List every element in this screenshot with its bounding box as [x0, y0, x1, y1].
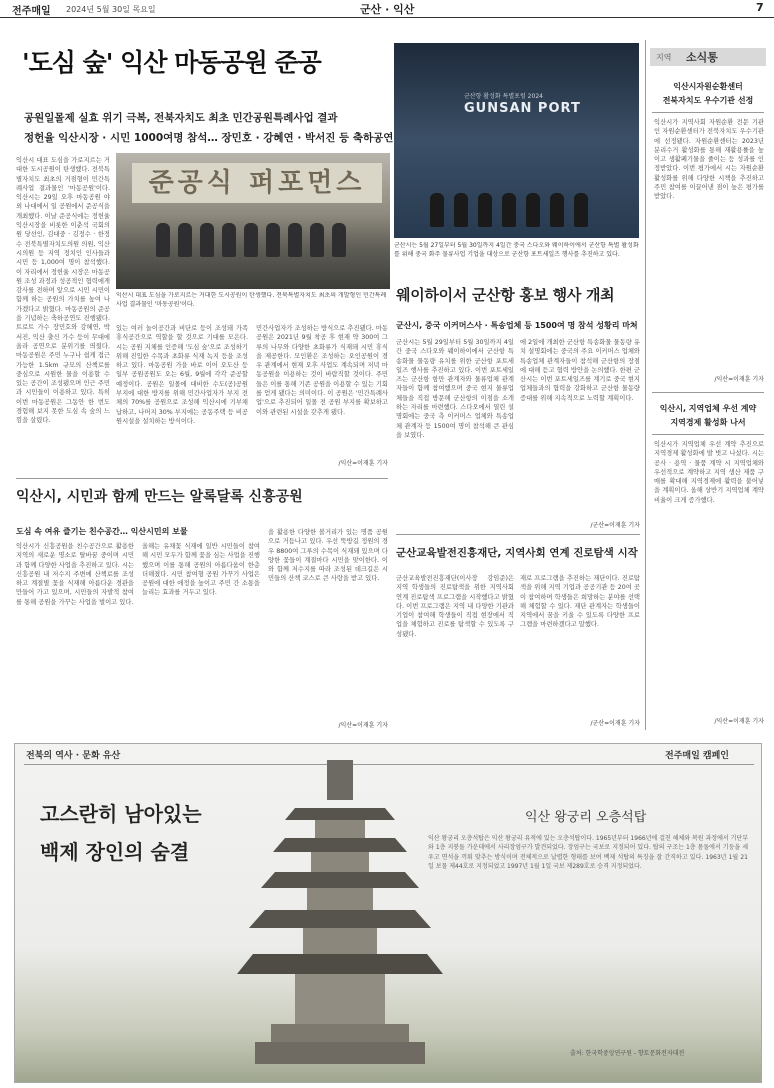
walking-byline: /익산=이재훈 기자	[338, 722, 388, 729]
person-figure	[222, 223, 236, 257]
person-figure	[178, 223, 192, 257]
education-byline: /군산=이재훈 기자	[590, 720, 640, 727]
sidebar-item1-title-line1: 익산시자원순환센터	[673, 82, 743, 91]
divider	[396, 534, 640, 535]
page-number: 7	[756, 1, 764, 14]
person-figure	[266, 223, 280, 257]
pagoda-illustration	[235, 760, 445, 1070]
education-col2: 재로 프로그램을 추진하는 재단이다. 진로탐색을 위해 지역 기업과 공공기관 등 20여 곳이 참여하며 학생들은 희망하는 분야를 선택해 체험할 수 있다. 재단 관계자는 학생들이 지역에서 꿈을 키울 수 있도록 다양한 프로그램을 마련하겠다고 말했다.	[520, 575, 640, 629]
sidebar-divider	[645, 40, 646, 730]
campaign-title: 익산 왕궁리 오층석탑	[525, 810, 647, 825]
pagoda-roof	[261, 872, 419, 888]
paper-date: 2024년 5월 30일 목요일	[66, 5, 156, 14]
person-figure	[550, 193, 564, 227]
divider	[652, 434, 764, 435]
pagoda-body	[303, 928, 377, 954]
main-article-col1: 익산시 대표 도심을 가로지르는 거대한 도시공원이 탄생했다. 전북특별자치도 최초의 거점형이 민간특례사업 결과물인 '마동공원'이다. 익산시는 29일 오후 마동공원 야외 나대에서 일 공원에서 준공식을 개최했다. 이날 준공식에는 정헌율 익산시장을 비롯한 이춘석 국회의원 당선인, 김대중 · 김정수 · 한정수 전북특별자치도의원 의원, 익산시의원 등 지역 정치인 인사들과 시민 등 1,000여 명이 참석했다. 이 자리에서 정헌율 시장은 마동공원 조성 과정과 성공적인 협력에게 감사를 전하며 앞으로 시민 시민이 함께 하는 공원의 가치를 높여 나가겠다고 밝혔다. 마동공원의 준공을 기념하는 축하공연도 진행됐다. 트로트 가수 장민호와 강혜연, 박서진, 익산 출신 가수 등이 무대에 올라 공연으로 분위기를 띄웠다. 마동공원은 주민 누구나 쉽게 접근 가능한 1.5km 규모의 산책로를 중심으로 시원한 물을 이용할 수 있는 공간이 조성됐으며 인근 주민과 시민들이 이용하고 있다. 특히 이번 마동공원은 그동안 한 번도 경험해 보지 못한 도심 속 숲의 느낌을 살렸다.	[16, 157, 110, 425]
campaign-right-label: 전주매일 캠페인	[665, 751, 729, 761]
person-figure	[200, 223, 214, 257]
sidebar-title: 소식통	[686, 51, 718, 64]
sidebar-item2-text: 익산시가 지역업체 우선 계약 추진으로 지역경제 활성화에 발 벗고 나섰다. 시는 공사 · 용역 · 물품 계약 시 지역업체와 우선적으로 계약하고 지역 생산 제품 구매를 확대해 지역경제에 활력을 불어넣을 계획이다. 올해 상반기 지역업체 계약 비율이 크게 증가했다.	[654, 441, 764, 504]
sidebar-item2-byline: /익산=이재훈 기자	[714, 718, 764, 725]
pagoda-first-story	[295, 974, 385, 1024]
main-byline: /익산=이재훈 기자	[338, 460, 388, 467]
main-article-col3: 민간사업자가 조성하는 방식으로 추진됐다. 마동공원은 2021년 9월 착공 후 현재 약 300여 그루의 나무와 다양한 초화류가 식재돼 시민 휴식을 제공한다. 모인환은 조성하는 오인공원이 경우 관계에서 현재 오후 사업도 계속되며 저녁 마동공원을 이용하는 것이 바람직할 것이다. 주민들은 이를 통해 기존 공원을 이용할 수 있는 기회를 얻게 됐다는 의미이다. 이 공원은 '민간특례사업'으로 추진되어 일몰 전 공원 부지를 확보하고 이와 관련된 시설을 갖추게 됐다.	[256, 325, 388, 416]
pagoda-foundation	[255, 1042, 425, 1064]
person-figure	[574, 193, 588, 227]
pagoda-finial	[327, 760, 353, 800]
education-headline[interactable]: 군산교육발전진흥재단, 지역사회 연계 진로탐색 시작	[396, 547, 638, 559]
walking-headline[interactable]: 익산시, 시민과 함께 만드는 알록달록 신흥공원	[16, 489, 303, 505]
ceremony-banner: 준공식 퍼포먼스	[132, 163, 382, 203]
pagoda-body	[307, 888, 373, 910]
walking-col2: 올해는 유채꽃 식재에 일반 시민들이 참여해 시민 모두가 함께 꽃을 심는 사업을 진행했으며 이를 통해 공원의 아름다움이 한층 더해졌다. 시민 참여형 공원 가꾸기 사업은 공원에 대한 애정을 높이고 주민 간 소통을 늘리는 효과를 거두고 있다.	[142, 543, 260, 597]
gunsan-headline[interactable]: 웨이하이서 군산항 홍보 행사 개최	[396, 286, 615, 304]
main-subhead-1: 공원일몰제 실효 위기 극복, 전북자치도 최초 민간공원특례사업 결과	[24, 112, 338, 124]
walking-col1: 익산시가 신흥공원을 친수공간으로 활용한 지역의 새로운 명소로 탈바꿈 중이며 시민과 함께 다양한 사업을 추진하고 있다. 시는 신흥공원 내 저수지 주변에 산책로를 조성하고 계절별 꽃을 식재해 아름다운 경관을 만들어 가고 있으며, 시민들의 자발적 참여를 통해 공원을 가꾸는 사업을 벌이고 있다.	[16, 543, 134, 606]
walking-col3: 을 활용한 다양한 볼거리가 있는 명품 공원으로 거듭나고 있다. 우선 뚝방길 정원의 경우 8800여 그루의 수목이 식재돼 있으며 다양한 꽃들이 계절마다 시민을 맞이한다. 이와 함께 저수지를 따라 조성된 데크길은 시민들의 산책 코스로 큰 사랑을 받고 있다.	[268, 529, 388, 583]
person-figure	[244, 223, 258, 257]
person-figure	[310, 223, 324, 257]
gunsan-col2: 에 2일에 개최한 군산항 특송화물 물동량 유치 설명회에는 중국의 주요 이커머스 업체와 특송업체 관계자들이 참석해 군산항의 장점에 대해 듣고 협력 방안을 논의했다. 한편 군산시는 이번 포트세일즈를 계기로 중국 현지 업체들과의 협력을 강화하고 군산항 물동량 증대를 위해 지속적으로 노력할 계획이다.	[520, 339, 640, 402]
campaign-left-label: 전북의 역사 · 문화 유산	[26, 751, 121, 761]
divider	[16, 478, 388, 479]
person-figure	[502, 193, 516, 227]
sidebar-item2-title[interactable]	[652, 402, 764, 430]
sidebar-label: 지역	[656, 53, 672, 62]
main-subhead-2: 정헌율 익산시장 · 시민 1000여명 참석… 장민호 · 강혜연 · 박서진 등 축하공연	[24, 132, 394, 144]
divider	[652, 392, 764, 393]
section-name: 군산 · 익산	[360, 3, 415, 16]
sidebar-item1-text: 익산시가 지역사회 자원순환 전문 기관인 자원순환센터가 전북자치도 우수기관에 선정됐다. 자원순환센터는 2023년 분리수거 활성화를 통해 재활용률을 높이고 생활폐기물을 줄이는 등 성과를 인정받았다. 이번 평가에서 시는 자원순환 활성화를 위해 다양한 시책을 추진하고 주민 참여를 이끌어낸 점이 높은 평가를 받았다.	[654, 119, 764, 201]
paper-name: 전주매일	[12, 6, 51, 17]
pagoda-roof	[249, 910, 431, 928]
gunsan-caption: 군산시는 5월 27일부터 5월 30일까지 4일간 중국 스다오와 웨이하이에서 군산항 특별 활성화를 위해 중국 화주 물류사업 기업을 대상으로 군산항 포트세일즈 행사를 추진하고 있다.	[394, 242, 639, 258]
sidebar-item1-byline: /익산=이재훈 기자	[714, 376, 764, 383]
sidebar-item2-title-line1: 익산시, 지역업체 우선 계약	[659, 404, 757, 413]
pagoda-roof	[273, 838, 407, 852]
gunsan-photo-label: GUNSAN PORT	[464, 101, 581, 116]
pagoda-body	[311, 852, 369, 872]
main-article-col2: 있는 여러 놀이공간과 비단로 등이 조성돼 가족 휴식공간으로 역할을 할 것으로 기대를 모은다. 시는 공원 지체를 인증해 '도심 숲'으로 조성하기 위해 진입한 수목과 초화류 식재 녹지 등을 조성하고 있다. 마동공원 가을 바로 이어 오도산 등 일부 공원공원도 오는 6월, 9월에 각각 준공할 예정이다. 공원은 일몰에 대비한 수도(공)공원 부지에 대한 방지를 위해 민간사업자가 부지 전체의 70%를 공원으로 조성해 익산시에 기부채납하고, 나머지 30% 부지에는 공동주택 등 비공원시설을 설치하는 방식이다.	[116, 325, 248, 425]
pagoda-roof	[285, 808, 395, 820]
gunsan-col1: 군산시는 5월 29일부터 5월 30일까지 4일간 중국 스다오와 웨이하이에서 군산항 특송화물 물동량 유치를 위한 군산항 포트세일즈 행사를 추진하고 있다. 이번 포트세일즈는 군산항 항만 관계자와 물류업체 관계자들이 함께 참여했으며 중국 현지 물류업체들을 직접 방문해 군산항의 이점을 소개하는 자리를 마련했다. 스다오에서 열린 설명회에는 중국 측 이커머스 업체와 특송업체 관계자 등 1500여 명이 참석해 큰 관심을 보였다.	[396, 339, 514, 439]
person-figure	[454, 193, 468, 227]
gunsan-port-photo[interactable]	[394, 43, 639, 238]
person-figure	[156, 223, 170, 257]
gunsan-photo-sub: 군산항 활성화 특별포럼 2024	[464, 93, 543, 100]
person-figure	[288, 223, 302, 257]
person-figure	[478, 193, 492, 227]
walking-subhead: 도심 속 여유 즐기는 친수공간… 익산시민의 보물	[16, 527, 188, 536]
campaign-headline-1: 고스란히 남아있는	[40, 802, 202, 826]
ceremony-photo[interactable]	[116, 153, 390, 289]
gunsan-byline: /군산=이재훈 기자	[590, 522, 640, 529]
divider	[652, 112, 764, 113]
sidebar-item1-title[interactable]	[652, 80, 764, 108]
pagoda-body	[315, 820, 365, 838]
campaign-source: 출처: 한국학중앙연구원 - 향토문화전자대전	[570, 1050, 685, 1057]
sidebar-item1-title-line2: 전북자치도 우수기관 선정	[662, 96, 754, 105]
pagoda-base	[271, 1024, 409, 1042]
campaign-headline-2: 백제 장인의 숨결	[40, 840, 190, 864]
person-figure	[332, 223, 346, 257]
campaign-text: 익산 왕궁리 오층석탑은 익산 왕궁리 유적에 있는 오층석탑이다. 1965년부터 1966년에 걸친 해체와 복원 과정에서 기단부와 1층 지붕돌 가운데에서 사리장엄구가 발견되었다. 장엄구는 국보로 지정되어 있다. 탑의 구조는 1층 몸돌에서 기둥을 세우고 면석을 끼워 맞추는 방식이며 전체적으로 날렵한 형태를 보여 백제 석탑의 특징을 잘 간직하고 있다. 1963년 1월 21일 보물 제44호로 지정되었고 1997년 1월 1일 국보 제289호로 승격 지정되었다.	[428, 835, 748, 870]
sidebar-item2-title-line2: 지역경제 활성화 나서	[670, 418, 746, 427]
education-col1: 군산교육발전진흥재단(이사장 강임준)은 지역 학생들의 진로탐색을 위한 지역사회 연계 진로탐색 프로그램을 시작했다고 밝혔다. 이번 프로그램은 지역 내 다양한 기관과 기업이 참여해 학생들이 직접 현장에서 직업을 체험하고 진로를 탐색할 수 있도록 구성됐다.	[396, 575, 514, 638]
pagoda-roof	[237, 954, 443, 974]
ceremony-caption: 익산시 대표 도심을 가로지르는 거대한 도시공원이 탄생했다. 전북특별자치도 최초의 개발형인 민간특례사업 결과물인 '마동공원'이다.	[116, 292, 387, 308]
person-figure	[430, 193, 444, 227]
person-figure	[526, 193, 540, 227]
main-headline[interactable]: '도심 숲' 익산 마동공원 준공	[22, 48, 321, 77]
gunsan-subhead: 군산시, 중국 이커머스사 · 특송업체 등 1500여 명 참석 성황리 마쳐	[396, 321, 638, 330]
